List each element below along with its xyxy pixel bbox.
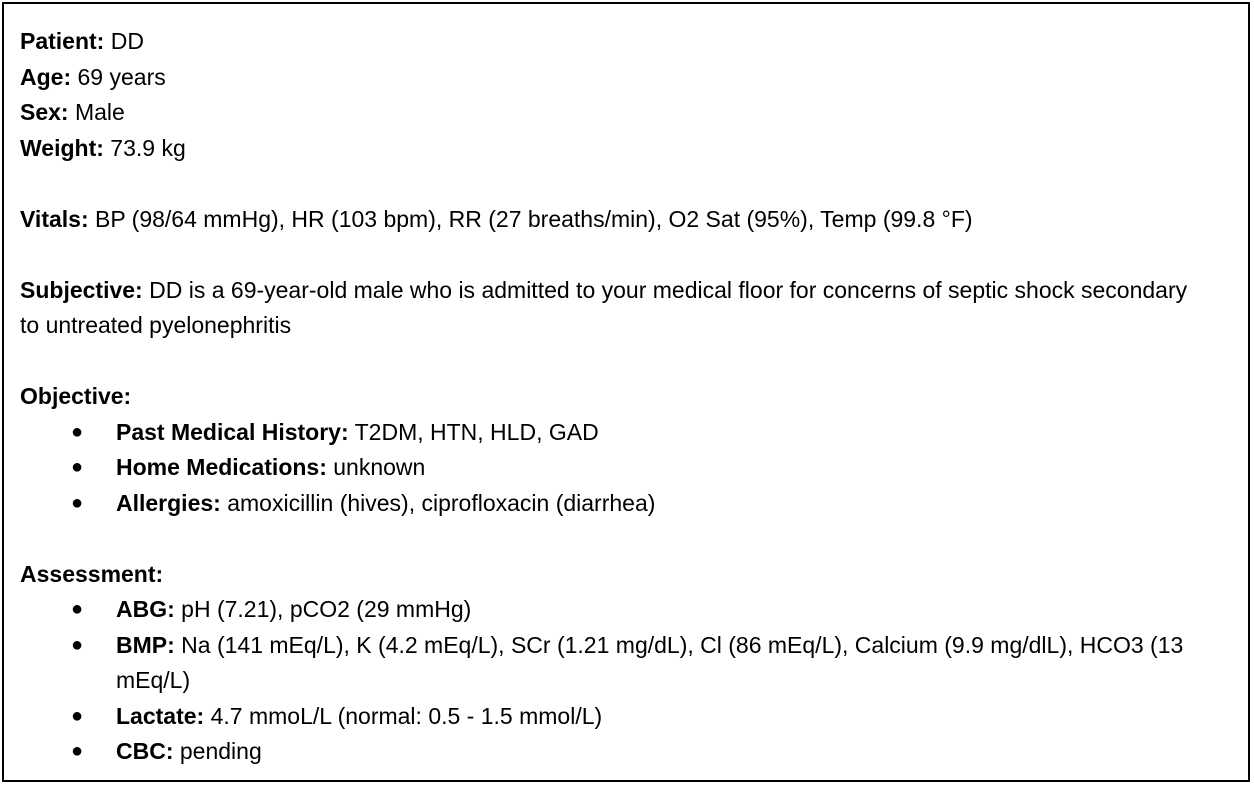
subjective-paragraph: [20, 273, 1190, 344]
objective-item-value: T2DM, HTN, HLD, GAD: [348, 418, 599, 445]
bullet-icon: ●: [71, 740, 84, 762]
objective-item-label: Past Medical History:: [116, 418, 349, 445]
spacer: [20, 521, 1238, 557]
assessment-item-value: 4.7 mmoL/L (normal: 0.5 - 1.5 mmol/L): [204, 702, 603, 729]
list-item: [20, 699, 1216, 735]
patient-line: [20, 24, 1238, 60]
list-item: [20, 486, 1216, 522]
objective-item-label: Home Medications:: [116, 454, 327, 480]
bullet-icon: ●: [71, 456, 84, 478]
vitals-label: Vitals:: [20, 205, 89, 232]
bullet-icon: ●: [71, 633, 84, 656]
assessment-item-label: BMP:: [116, 631, 175, 658]
bullet-icon: ●: [71, 491, 84, 514]
objective-item-value: amoxicillin (hives), ciprofloxacin (diarrhea): [220, 489, 656, 516]
assessment-list: [20, 592, 1238, 770]
vitals-line: [20, 202, 1238, 238]
patient-value: DD: [104, 28, 144, 54]
bullet-icon: ●: [71, 704, 84, 727]
objective-item-label: Allergies:: [116, 489, 221, 516]
spacer: [20, 166, 1238, 202]
bullet-icon: ●: [71, 420, 84, 443]
age-label: Age:: [20, 63, 72, 90]
age-value: 69 years: [71, 63, 166, 90]
weight-line: [20, 131, 1238, 167]
assessment-item-label: ABG:: [116, 596, 175, 622]
sex-value: Male: [68, 99, 125, 125]
objective-list: [20, 415, 1238, 522]
assessment-heading: Assessment:: [20, 560, 164, 587]
weight-label: Weight:: [20, 134, 104, 161]
list-item: [20, 592, 1216, 628]
objective-item-value: unknown: [326, 454, 426, 480]
list-item: [20, 628, 1216, 699]
vitals-value: BP (98/64 mmHg), HR (103 bpm), RR (27 breaths/min), O2 Sat (95%), Temp (99.8 °F): [88, 205, 973, 232]
bullet-icon: ●: [71, 598, 84, 620]
spacer: [20, 237, 1238, 273]
case-content: [20, 24, 1238, 770]
assessment-item-value: pending: [173, 738, 262, 764]
spacer: [20, 344, 1238, 380]
sex-line: [20, 95, 1238, 131]
subjective-value: DD is a 69-year-old male who is admitted to your medical floor for concerns of septic shock secondary to untreated pyelonephritis: [20, 276, 1188, 338]
subjective-label: Subjective:: [20, 276, 143, 303]
case-box: [2, 2, 1250, 782]
assessment-item-label: Lactate:: [116, 702, 205, 729]
weight-value: 73.9 kg: [103, 134, 186, 161]
objective-heading: Objective:: [20, 383, 132, 409]
list-item: [20, 450, 1216, 486]
assessment-item-value: Na (141 mEq/L), K (4.2 mEq/L), SCr (1.21 mg/dL), Cl (86 mEq/L), Calcium (9.9 mg/dlL), HCO3 (13 mEq/L): [116, 631, 1184, 693]
sex-label: Sex:: [20, 99, 69, 125]
patient-label: Patient:: [20, 28, 105, 54]
list-item: [20, 734, 1216, 770]
list-item: [20, 415, 1216, 451]
assessment-item-value: pH (7.21), pCO2 (29 mmHg): [174, 596, 472, 622]
age-line: [20, 60, 1238, 96]
assessment-item-label: CBC:: [116, 738, 174, 764]
